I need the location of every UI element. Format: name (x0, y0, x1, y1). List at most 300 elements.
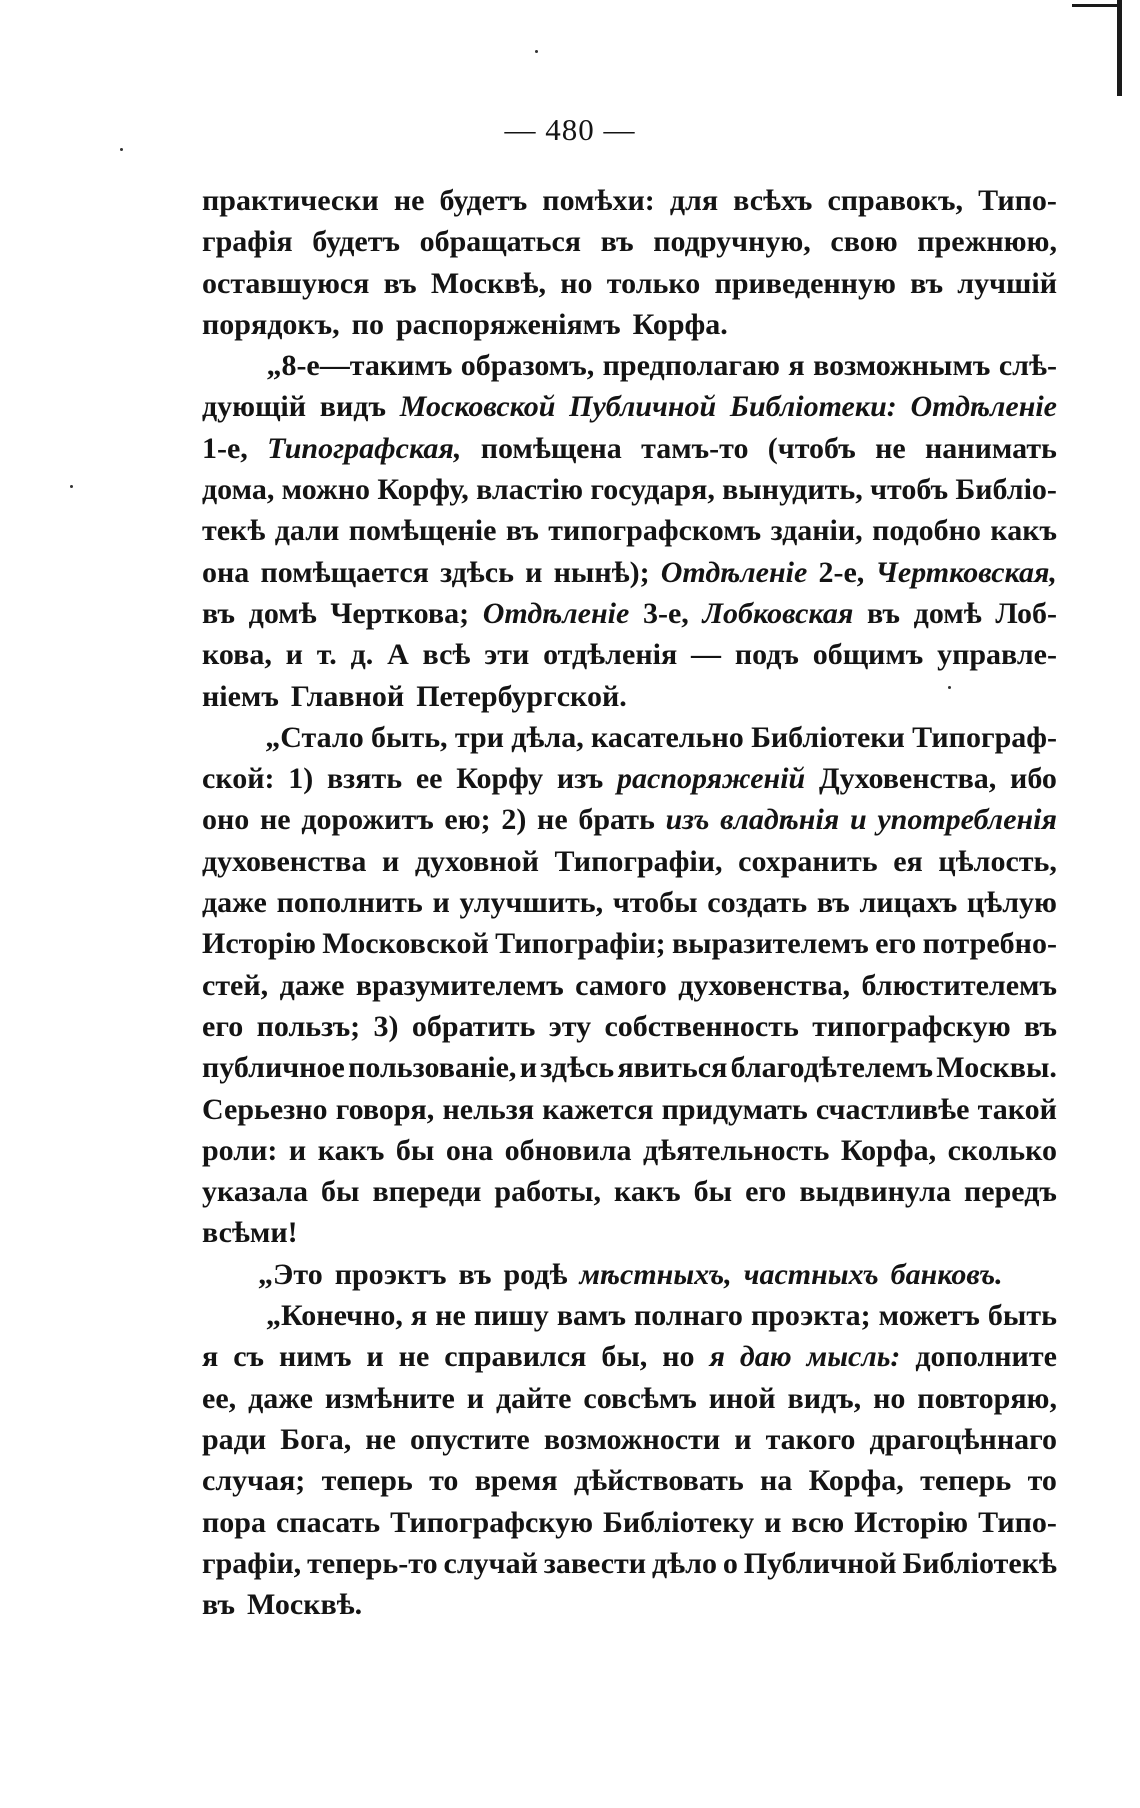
word: предполагаю (602, 349, 780, 383)
word: т. (316, 638, 337, 672)
text-line (202, 263, 1057, 304)
word: ее, (202, 1381, 237, 1415)
word: благодѣтелемъ (730, 1051, 933, 1085)
word: говоря, (335, 1092, 435, 1126)
word: подручную, (653, 225, 811, 259)
word: владѣнія (720, 803, 840, 837)
word: быть, (371, 720, 448, 754)
word: и (525, 555, 543, 589)
word: и (849, 803, 867, 837)
word: я (709, 1340, 725, 1374)
word: ею; (444, 803, 491, 837)
word: типографскую (812, 1009, 1011, 1043)
word: не (260, 803, 291, 837)
word: текѣ (202, 514, 266, 548)
word: дома, (202, 473, 275, 507)
word: передъ (964, 1175, 1057, 1209)
word: счастливѣе (815, 1092, 970, 1126)
word: завести (543, 1546, 647, 1580)
word: ибо (1010, 762, 1057, 796)
word: ее (415, 762, 443, 796)
text-line (202, 1212, 1057, 1253)
word: случай (443, 1546, 538, 1580)
word: опустите (409, 1422, 530, 1456)
word: Типограф- (912, 720, 1057, 754)
word: даю (739, 1340, 792, 1374)
word: его (745, 1175, 787, 1209)
word: государя, (590, 473, 715, 507)
word: и (466, 1381, 485, 1415)
text-line (202, 180, 1057, 221)
word: эти (484, 638, 530, 672)
word: нынѣ); (553, 555, 650, 589)
text-line (202, 841, 1057, 882)
text-line (202, 758, 1057, 799)
word: 3-е, (642, 596, 689, 630)
word: Главной (290, 679, 405, 713)
word: приведенную (714, 266, 896, 300)
word: „Конечно, (266, 1299, 403, 1333)
text-line (202, 428, 1057, 469)
word: дѣла, (511, 720, 584, 754)
word: случая; (202, 1464, 306, 1498)
word: бы (321, 1175, 360, 1209)
word: Черткова; (330, 596, 470, 630)
word: Духовенства, (818, 762, 997, 796)
word: оно (202, 803, 250, 837)
word: не (398, 1340, 430, 1374)
word: то (429, 1464, 459, 1498)
word: Отдѣленіе (910, 390, 1057, 424)
word: я (410, 1299, 428, 1333)
word: Корфа. (632, 307, 728, 341)
word: но (560, 266, 593, 300)
text-line (202, 1047, 1057, 1088)
word: въ (816, 886, 850, 920)
word: будетъ (439, 184, 528, 217)
word: 1-е, (202, 431, 248, 465)
word: въ (383, 266, 417, 300)
word: въ (505, 514, 539, 548)
word: духовенства (202, 844, 367, 878)
word: не (365, 1422, 396, 1456)
word: и (288, 1133, 307, 1167)
text-line (202, 1378, 1057, 1419)
word: полнаго (634, 1299, 743, 1333)
word: Отдѣленіе (660, 555, 808, 589)
word: сколько (947, 1133, 1057, 1167)
word: Библіо- (955, 473, 1057, 507)
word: не (537, 803, 568, 837)
text-line (202, 676, 1057, 717)
word: и (366, 1340, 384, 1374)
word: употребленія (877, 803, 1057, 837)
text-line (202, 221, 1057, 262)
word: даже (248, 1381, 313, 1415)
print-speck (70, 485, 73, 488)
word: Типографскую (390, 1505, 594, 1539)
word: какъ (990, 514, 1057, 548)
word: ніемъ (202, 679, 279, 713)
word: и (381, 844, 400, 878)
word: взять (326, 762, 403, 796)
text-line (202, 469, 1057, 510)
word: здѣсь (540, 1051, 615, 1085)
word: изъ (556, 762, 604, 796)
word: будетъ (312, 225, 400, 259)
text-line (202, 1089, 1057, 1130)
text-line (202, 345, 1057, 386)
word: духовенства, (678, 968, 851, 1002)
word: нанимать (925, 431, 1057, 465)
page-edge-mark (1117, 0, 1122, 96)
text-line (202, 510, 1057, 551)
word: даже (202, 886, 267, 920)
word: мѣстныхъ, (579, 1257, 732, 1291)
word: выразителемъ (671, 927, 869, 961)
word: касательно (591, 720, 744, 754)
word: Москвѣ. (246, 1588, 363, 1622)
word: 2-е, (818, 555, 865, 589)
word: его (875, 927, 917, 961)
word: измѣните (324, 1381, 455, 1415)
word: банковъ. (890, 1257, 1003, 1291)
word: въ (202, 596, 235, 630)
word: Библіотекѣ (902, 1546, 1057, 1580)
word: всю (791, 1505, 845, 1539)
word: Типографіи, (554, 844, 723, 878)
word: Типо- (978, 1505, 1057, 1539)
word: возможности (543, 1422, 721, 1456)
word: дѣло (651, 1546, 717, 1580)
word: въ (867, 596, 900, 630)
word: въ (910, 266, 944, 300)
word: не (435, 1299, 466, 1333)
word: она (445, 1133, 494, 1167)
word: съ (233, 1340, 264, 1374)
text-line (202, 552, 1057, 593)
text-line (202, 923, 1057, 964)
word: пользованіе, (348, 1051, 517, 1085)
word: распоряженій (617, 762, 806, 796)
text-line (202, 882, 1057, 923)
text-line (202, 717, 1057, 758)
word: спасать (275, 1505, 381, 1539)
text-line (202, 1543, 1057, 1584)
word: оставшуюся (202, 266, 370, 300)
text-line (202, 304, 1057, 345)
word: домѣ (248, 596, 317, 630)
word: и (764, 1505, 782, 1539)
word: пополнить (276, 886, 423, 920)
word: брать (578, 803, 655, 837)
text-line (202, 386, 1057, 427)
word: драгоцѣннаго (869, 1422, 1057, 1456)
word: справокъ, (827, 184, 964, 217)
word: потребно- (922, 927, 1057, 961)
word: придумать (661, 1092, 808, 1126)
word: работы, (494, 1175, 601, 1209)
word: Москвы. (936, 1051, 1057, 1085)
word: Чертковская, (875, 555, 1057, 589)
word: д. (350, 638, 374, 672)
word: такой (977, 1092, 1057, 1126)
word: помѣщеніе (348, 514, 497, 548)
word: подъ (734, 638, 799, 672)
word: для (669, 184, 719, 217)
word: нимъ (278, 1340, 352, 1374)
word: „Это (258, 1257, 323, 1291)
word: и (432, 886, 450, 920)
word: въ (202, 1588, 235, 1622)
word: быть (987, 1299, 1057, 1333)
word: распоряженіямъ (395, 307, 621, 341)
word: эту (548, 1009, 592, 1043)
word: Лоб- (995, 596, 1057, 630)
text-line (202, 1130, 1057, 1171)
word: видъ (319, 390, 386, 424)
word: пора (202, 1505, 266, 1539)
word: властію (476, 473, 584, 507)
word: дорожитъ (301, 803, 434, 837)
word: прежнюю, (917, 225, 1057, 259)
word: здѣсь (440, 555, 514, 589)
word: помѣщена (480, 431, 622, 465)
word: слѣ- (998, 349, 1057, 383)
word: свою (830, 225, 898, 259)
text-line (202, 593, 1057, 634)
word: публичное (202, 1051, 345, 1085)
word: такого (765, 1422, 856, 1456)
text-line (202, 1584, 1057, 1625)
word: родѣ (503, 1257, 568, 1291)
word: дѣйствовать (573, 1464, 744, 1498)
word: блюстителемъ (861, 968, 1057, 1002)
word: вамъ (556, 1299, 626, 1333)
word: нельзя (442, 1092, 535, 1126)
text-line (202, 1336, 1057, 1377)
word: подобно (872, 514, 981, 548)
word: роли: (202, 1133, 278, 1167)
word: указала (202, 1175, 308, 1209)
word: теперь (920, 1464, 1012, 1498)
word: помѣхи: (542, 184, 655, 217)
word: дѣятельность (643, 1133, 830, 1167)
word: о (722, 1546, 738, 1580)
word: только (606, 266, 701, 300)
word: обратить (411, 1009, 536, 1043)
word: домѣ (913, 596, 982, 630)
text-line (202, 965, 1057, 1006)
word: можетъ (878, 1299, 980, 1333)
word: не (393, 184, 425, 217)
word: дайте (495, 1381, 572, 1415)
word: Корфа, (840, 1133, 937, 1167)
word: графіи, (202, 1546, 302, 1580)
word: даже (279, 968, 345, 1002)
word: Московской (322, 927, 489, 961)
word: стей, (202, 968, 269, 1002)
word: „Стало (265, 720, 364, 754)
word: чтобы (612, 886, 698, 920)
word: ради (202, 1422, 267, 1456)
word: графія (202, 225, 293, 259)
page-number: — 480 — (504, 112, 636, 147)
word: выдвинула (799, 1175, 951, 1209)
word: Типографіи; (495, 927, 666, 961)
word: тамъ-то (641, 431, 749, 465)
word: Бога, (280, 1422, 352, 1456)
text-line (202, 634, 1057, 675)
word: самого (575, 968, 667, 1002)
word: возможнымъ (813, 349, 991, 383)
word: „8-е—такимъ (266, 349, 453, 383)
word: 3) (373, 1009, 399, 1043)
word: вынудить, (722, 473, 863, 507)
word: кажется (542, 1092, 654, 1126)
word: Корфу (456, 762, 544, 796)
word: то (1027, 1464, 1057, 1498)
word: 1) (288, 762, 314, 796)
word: проэкта; (750, 1299, 871, 1333)
word: Отдѣленіе (482, 596, 630, 630)
word: Типо- (978, 184, 1057, 217)
word: порядокъ, (202, 307, 340, 341)
word: дополните (915, 1340, 1057, 1374)
word: но (662, 1340, 695, 1374)
text-line (202, 1254, 1057, 1295)
word: въ (600, 225, 634, 259)
word: лицахъ (859, 886, 958, 920)
word: духовной (414, 844, 539, 878)
word: Москвѣ, (430, 266, 547, 300)
word: дали (274, 514, 340, 548)
word: зданіи, (770, 514, 863, 548)
word: и (285, 638, 303, 672)
text-line (202, 1419, 1057, 1460)
word: создать (707, 886, 808, 920)
word: 2) (501, 803, 527, 837)
word: проэктъ (334, 1257, 447, 1291)
word: сохранить (738, 844, 878, 878)
word: (чтобъ (767, 431, 856, 465)
word: ской: (202, 762, 275, 796)
word: иной (708, 1381, 776, 1415)
word: Публичной (743, 1546, 897, 1580)
word: но (873, 1381, 906, 1415)
word: типографскомъ (548, 514, 762, 548)
word: частныхъ (743, 1257, 879, 1291)
word: обновила (504, 1133, 632, 1167)
word: бы (693, 1175, 733, 1209)
word: практически (202, 184, 379, 217)
word: на (760, 1464, 793, 1498)
word: видъ, (787, 1381, 862, 1415)
word: совсѣмъ (583, 1381, 697, 1415)
word: цѣлую (966, 886, 1057, 920)
word: пишу (473, 1299, 549, 1333)
word: — (691, 638, 721, 672)
word: А (387, 638, 409, 672)
word: ея (893, 844, 923, 878)
word: теперь-то (307, 1546, 438, 1580)
word: теперь (321, 1464, 413, 1498)
text-line (202, 1006, 1057, 1047)
word: какъ (613, 1175, 681, 1209)
word: собственность (604, 1009, 799, 1043)
word: дующій (202, 390, 307, 424)
word: Корфа, (808, 1464, 904, 1498)
word: Библіотеки: (729, 390, 897, 424)
word: общимъ (812, 638, 924, 672)
word: повторяю, (917, 1381, 1057, 1415)
word: улучшить, (459, 886, 604, 920)
word: изъ (665, 803, 710, 837)
word: всѣми! (202, 1216, 298, 1250)
word: помѣщается (260, 555, 429, 589)
word: время (474, 1464, 558, 1498)
word: образомъ, (460, 349, 595, 383)
word: она (202, 555, 250, 589)
word: бы, (601, 1340, 648, 1374)
word: въ (1024, 1009, 1057, 1043)
word: справился (444, 1340, 587, 1374)
word: не (875, 431, 906, 465)
text-line (202, 1502, 1057, 1543)
word: бы (395, 1133, 435, 1167)
word: Исторію (854, 1505, 969, 1539)
word: можно (281, 473, 370, 507)
word: кова, (202, 638, 272, 672)
word: и (734, 1422, 752, 1456)
text-line (202, 1171, 1057, 1212)
word: три (454, 720, 504, 754)
word: пользъ; (256, 1009, 361, 1043)
word: и (519, 1051, 537, 1085)
word: по (351, 307, 384, 341)
word: Лобковская (702, 596, 854, 630)
print-speck (120, 148, 123, 151)
body-text (202, 180, 1057, 1625)
word: Исторію (202, 927, 316, 961)
word: всѣхъ (733, 184, 813, 217)
word: я (202, 1340, 219, 1374)
word: Библіотеки (751, 720, 905, 754)
word: Корфу, (377, 473, 469, 507)
page-edge-hook (1072, 4, 1120, 7)
word: Петербургской. (416, 679, 627, 713)
text-line (202, 799, 1057, 840)
word: впереди (372, 1175, 482, 1209)
word: управле- (937, 638, 1057, 672)
text-line (202, 1295, 1057, 1336)
word: лучшій (957, 266, 1057, 300)
word: вразумителемъ (355, 968, 564, 1002)
word: Московской (399, 390, 556, 424)
word: цѣлость, (938, 844, 1057, 878)
word: отдѣленія (543, 638, 678, 672)
word: Серьезно (202, 1092, 328, 1126)
word: обращаться (419, 225, 581, 259)
word: Типографская, (267, 431, 462, 465)
text-line (202, 1460, 1057, 1501)
word: какъ (317, 1133, 385, 1167)
word: въ (458, 1257, 492, 1291)
word: Публичной (569, 390, 717, 424)
word: Библіотеку (603, 1505, 755, 1539)
word: мысль: (806, 1340, 901, 1374)
word: чтобъ (870, 473, 949, 507)
